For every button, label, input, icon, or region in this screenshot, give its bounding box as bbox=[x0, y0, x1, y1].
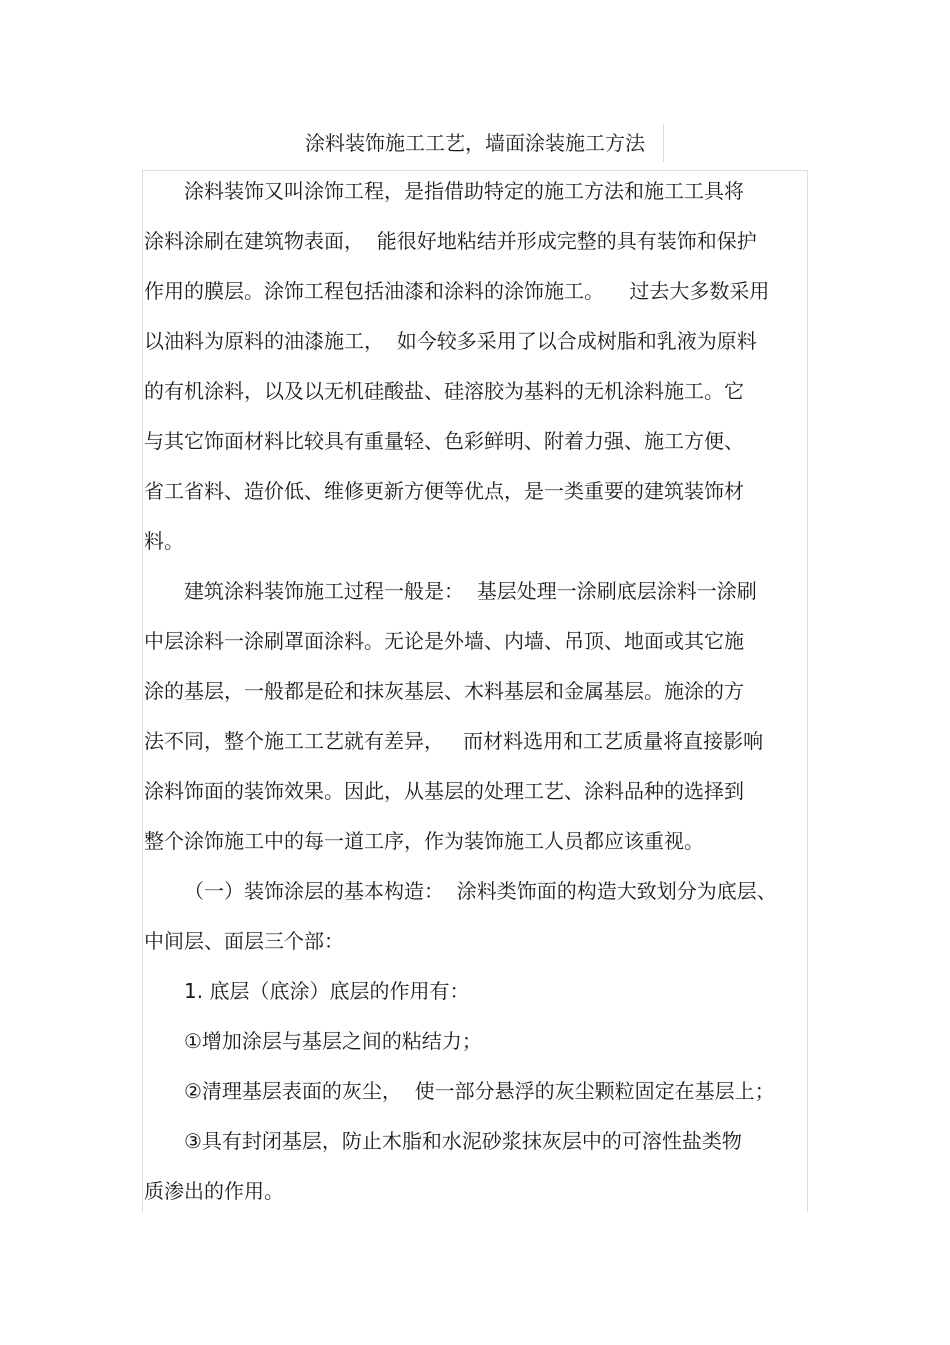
text-line: 作用的膜层。涂饰工程包括油漆和涂料的涂饰施工。 过去大多数采用 bbox=[144, 279, 770, 303]
text-line: ①增加涂层与基层之间的粘结力； bbox=[184, 1029, 482, 1053]
text-line: 涂料饰面的装饰效果。因此，从基层的处理工艺、涂料品种的选择到 bbox=[144, 779, 744, 803]
text-line: 涂料装饰又叫涂饰工程，是指借助特定的施工方法和施工工具将 bbox=[184, 179, 744, 203]
body-border-right bbox=[807, 170, 808, 1212]
text-line: （一）装饰涂层的基本构造： 涂料类饰面的构造大致划分为底层、 bbox=[184, 879, 777, 903]
text-line: ③具有封闭基层，防止木脂和水泥砂浆抹灰层中的可溶性盐类物 bbox=[184, 1129, 742, 1153]
text-line: 与其它饰面材料比较具有重量轻、色彩鲜明、附着力强、施工方便、 bbox=[144, 429, 744, 453]
text-line: 整个涂饰施工中的每一道工序，作为装饰施工人员都应该重视。 bbox=[144, 829, 704, 853]
text-line: 以油料为原料的油漆施工， 如今较多采用了以合成树脂和乳液为原料 bbox=[144, 329, 757, 353]
text-line: 法不同，整个施工工艺就有差异， 而材料选用和工艺质量将直接影响 bbox=[144, 729, 764, 753]
text-line: 1. 底层（底涂）底层的作用有： bbox=[184, 979, 470, 1003]
text-line: ②清理基层表面的灰尘， 使一部分悬浮的灰尘颗粒固定在基层上； bbox=[184, 1079, 775, 1103]
text-line: 的有机涂料，以及以无机硅酸盐、硅溶胶为基料的无机涂料施工。它 bbox=[144, 379, 744, 403]
text-line: 中间层、面层三个部： bbox=[144, 929, 344, 953]
text-line: 涂的基层，一般都是砼和抹灰基层、木料基层和金属基层。施涂的方 bbox=[144, 679, 744, 703]
document-title: 涂料装饰施工工艺，墙面涂装施工方法 bbox=[305, 131, 645, 155]
body-border-top bbox=[142, 170, 808, 171]
text-line: 涂料涂刷在建筑物表面， 能很好地粘结并形成完整的具有装饰和保护 bbox=[144, 229, 757, 253]
body-border-left bbox=[142, 170, 143, 1212]
text-line: 建筑涂料装饰施工过程一般是： 基层处理一涂刷底层涂料一涂刷 bbox=[184, 579, 757, 603]
text-line: 中层涂料一涂刷罩面涂料。无论是外墙、内墙、吊顶、地面或其它施 bbox=[144, 629, 744, 653]
text-line: 质渗出的作用。 bbox=[144, 1179, 284, 1203]
text-line: 料。 bbox=[144, 529, 184, 553]
text-line: 省工省料、造价低、维修更新方便等优点，是一类重要的建筑装饰材 bbox=[144, 479, 744, 503]
